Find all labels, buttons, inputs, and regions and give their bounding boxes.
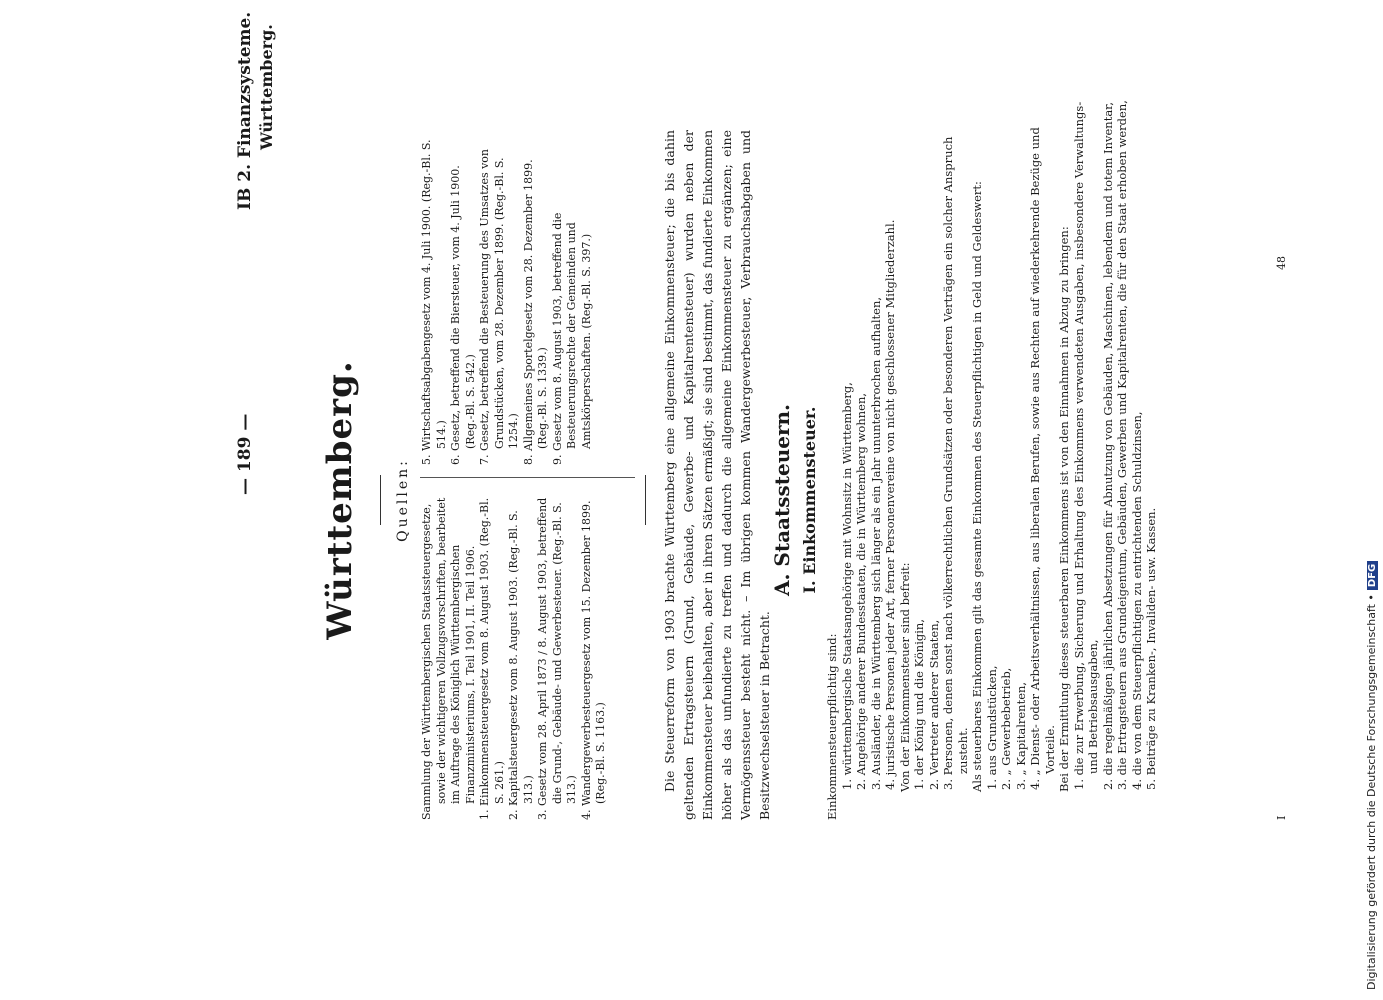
page-number: — 189 — <box>235 413 255 495</box>
state-label: Württemberg. <box>257 24 276 150</box>
list-item: 5. Beiträge zu Kranken-, Invaliden- usw. Kassen. <box>1144 507 1158 790</box>
source-item: 4. Wandergewerbesteuergesetz vom 15. Dezember 1899. (Reg.-Bl. S. 1163.) <box>579 500 607 820</box>
source-item: 7. Gesetz, betreffend die Besteuerung des Umsatzes von Grundstücken, vom 28. Dezember 1899. (Reg.-Bl. S. 1254.) <box>478 148 520 465</box>
signature-mark: I <box>1275 815 1288 820</box>
sources-left-column <box>420 490 609 820</box>
list-item: 1. der König und die Königin, <box>912 619 926 790</box>
intro-paragraph: Die Steuerreform von 1903 brachte Württemberg eine allgemeine Einkommensteuer; die bis dahin geltenden Ertragsteuern (Grund, Gebäude, Gewerbe- und Kapitalrentensteuer) wurden neben der Einkommensteuer beibehalten, aber in ihren Sätzen ermäßigt; sie sind bestimmt, das fundierte Einkommen höher als das unfundierte zu treffen und dadurch die allgemeine Einkommensteuer zu ergänzen; eine Vermögenssteuer besteht nicht. – Im übrigen kommen Wandergewerbesteuer, Verbrauchsabgaben und Besitzwechselsteuer in Betracht. <box>662 130 772 820</box>
source-item: 9. Gesetz vom 8. August 1903, betreffend die Besteuerungsrechte der Gemeinden und Amtskörperschaften. (Reg.-Bl. S. 397.) <box>550 212 593 465</box>
source-item: 5. Wirtschaftsabgabengesetz vom 4. Juli 1900. (Reg.-Bl. S. 514.) <box>420 139 448 465</box>
source-item: 2. Kapitalsteuergesetz vom 8. August 1903. (Reg.-Bl. S. 313.) <box>507 510 535 820</box>
source-item: 1. Einkommensteuergesetz vom 8. August 1903. (Reg.-Bl. S. 261.) <box>478 497 506 820</box>
sources-right-column <box>420 130 594 465</box>
list-item: 4. die von dem Steuerpflichtigen zu entrichtenden Schuldzinsen, <box>1129 411 1144 790</box>
list-item: 2. Angehörige anderer Bundesstaaten, die in Württemberg wohnen, <box>854 392 868 790</box>
section-label: IB 2. Finanzsysteme. <box>235 11 255 210</box>
list-item: 4. „ Dienst- oder Arbeitsverhältnissen, aus liberalen Berufen, sowie aus Rechten auf wiederkehrende Bezüge und Vorteile. <box>1028 127 1057 790</box>
scanned-page <box>215 0 1383 850</box>
divider <box>645 475 646 525</box>
paragraph: Bei der Ermittlung dieses steuerbaren Einkommens ist von den Einnahmen in Abzug zu bringen: <box>1057 226 1071 792</box>
sheet-number: 48 <box>1275 256 1288 270</box>
source-item: 8. Allgemeines Sportelgesetz vom 28. Dezember 1899. (Reg.-Bl. S. 1339.) <box>521 159 549 465</box>
digitization-credit-strip <box>1359 0 1383 1000</box>
section-heading-i: I. Einkommensteuer. <box>800 406 819 594</box>
list-item: 3. die Ertragsteuern aus Grundeigentum, Gebäuden, Gewerben und Kapitalrenten, die für den Staat erhoben werden, <box>1115 100 1129 790</box>
running-header <box>235 0 275 850</box>
list-item: 2. die regelmäßigen jährlichen Absetzungen für Abnutzung von Gebäuden, Maschinen, lebendem und totem Inventar, <box>1100 101 1115 790</box>
list-item: 1. württembergische Staatsangehörige mit Wohnsitz in Württemberg, <box>839 382 854 790</box>
list-item: 2. Vertreter anderer Staaten, <box>926 619 941 790</box>
credit-text: Digitalisierung gefördert durch die Deutsche Forschungsgemeinschaft • <box>1365 594 1378 990</box>
list-item: 3. Personen, denen sonst nach völkerrechtlichen Grundsätzen oder besonderen Verträgen ein solcher Anspruch zusteht. <box>941 136 970 790</box>
list-item: 1. aus Grundstücken, <box>984 665 999 790</box>
body-text <box>825 100 1159 820</box>
section-heading-a: A. Staatssteuern. <box>770 403 794 597</box>
list-item: 4. juristische Personen jeder Art, ferner Personenvereine von nicht geschlossener Mitgliederzahl. <box>883 219 897 790</box>
sources-heading: Quellen: <box>395 458 411 542</box>
page-title: Württemberg. <box>320 360 360 640</box>
list-item: 3. Ausländer, die in Württemberg sich länger als ein Jahr ununterbrochen aufhalten, <box>868 296 883 790</box>
column-divider <box>420 477 635 478</box>
source-item: 3. Gesetz vom 28. April 1873 / 8. August 1903, betreffend die Grund-, Gebäude- und Gewerbesteuer. (Reg.-Bl. S. 313.) <box>536 497 578 820</box>
source-item: Sammlung der Württembergischen Staatssteuergesetze, sowie der wichtigeren Vollzugsvorschriften, bearbeitet im Auftrage des Königlich Württembergischen Finanzministeriums, I. Teil 1901, II. Teil 1906. <box>420 497 477 820</box>
list-item: 1. die zur Erwerbung, Sicherung und Erhaltung des Einkommens verwendeten Ausgaben, insbesondere Verwaltungs- und Betriebsausgaben, <box>1071 101 1100 790</box>
list-item: 2. „ Gewerbebetrieb, <box>999 667 1013 790</box>
source-item: 6. Gesetz, betreffend die Biersteuer, vom 4. Juli 1900. (Reg.-Bl. S. 542.) <box>449 165 477 465</box>
dfg-logo: DFG <box>1367 561 1378 590</box>
paragraph: Von der Einkommensteuer sind befreit: <box>897 562 912 792</box>
list-item: 3. „ Kapitalrenten, <box>1013 681 1028 790</box>
paragraph: Als steuerbares Einkommen gilt das gesamte Einkommen des Steuerpflichtigen in Geld und Geldeswert: <box>970 181 984 792</box>
paragraph: Einkommensteuerpflichtig sind: <box>825 633 839 820</box>
divider <box>380 475 381 525</box>
